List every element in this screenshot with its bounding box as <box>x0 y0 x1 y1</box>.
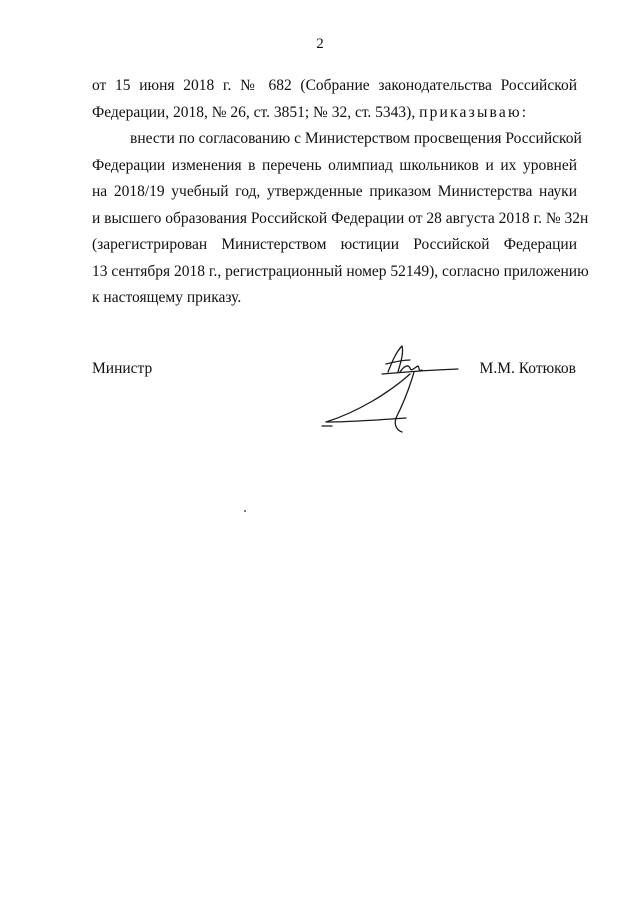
order-word: приказываю: <box>419 103 529 121</box>
body-line: Федерации изменения в перечень олимпиад школьников и их уровней <box>92 156 577 174</box>
body-line: 13 сентября 2018 г., регистрационный номер 52149), согласно приложению <box>92 262 589 280</box>
preamble-line <box>92 100 577 127</box>
body-line: на 2018/19 учебный год, утвержденные приказом Министерства науки <box>92 183 577 200</box>
preamble-line: от 15 июня 2018 г. № 682 (Собрание законодательства Российской <box>92 77 577 94</box>
signer-position: Министр <box>92 360 153 377</box>
scan-speck <box>244 510 246 512</box>
signer-name: М.М. Котюков <box>479 360 576 377</box>
body-line: к настоящему приказу. <box>92 289 242 306</box>
handwritten-signature <box>310 338 470 438</box>
page-number: 2 <box>316 36 324 52</box>
body-line: внести по согласованию с Министерством просвещения Российской <box>130 130 582 147</box>
order-body-paragraph <box>92 126 589 312</box>
preamble-paragraph <box>92 73 577 126</box>
body-line: и высшего образования Российской Федерации от 28 августа 2018 г. № 32н <box>92 209 589 227</box>
preamble-text: Федерации, 2018, № 26, ст. 3851; № 32, ст. 5343), <box>92 103 416 121</box>
body-line: (зарегистрирован Министерством юстиции Российской Федерации <box>92 236 577 253</box>
